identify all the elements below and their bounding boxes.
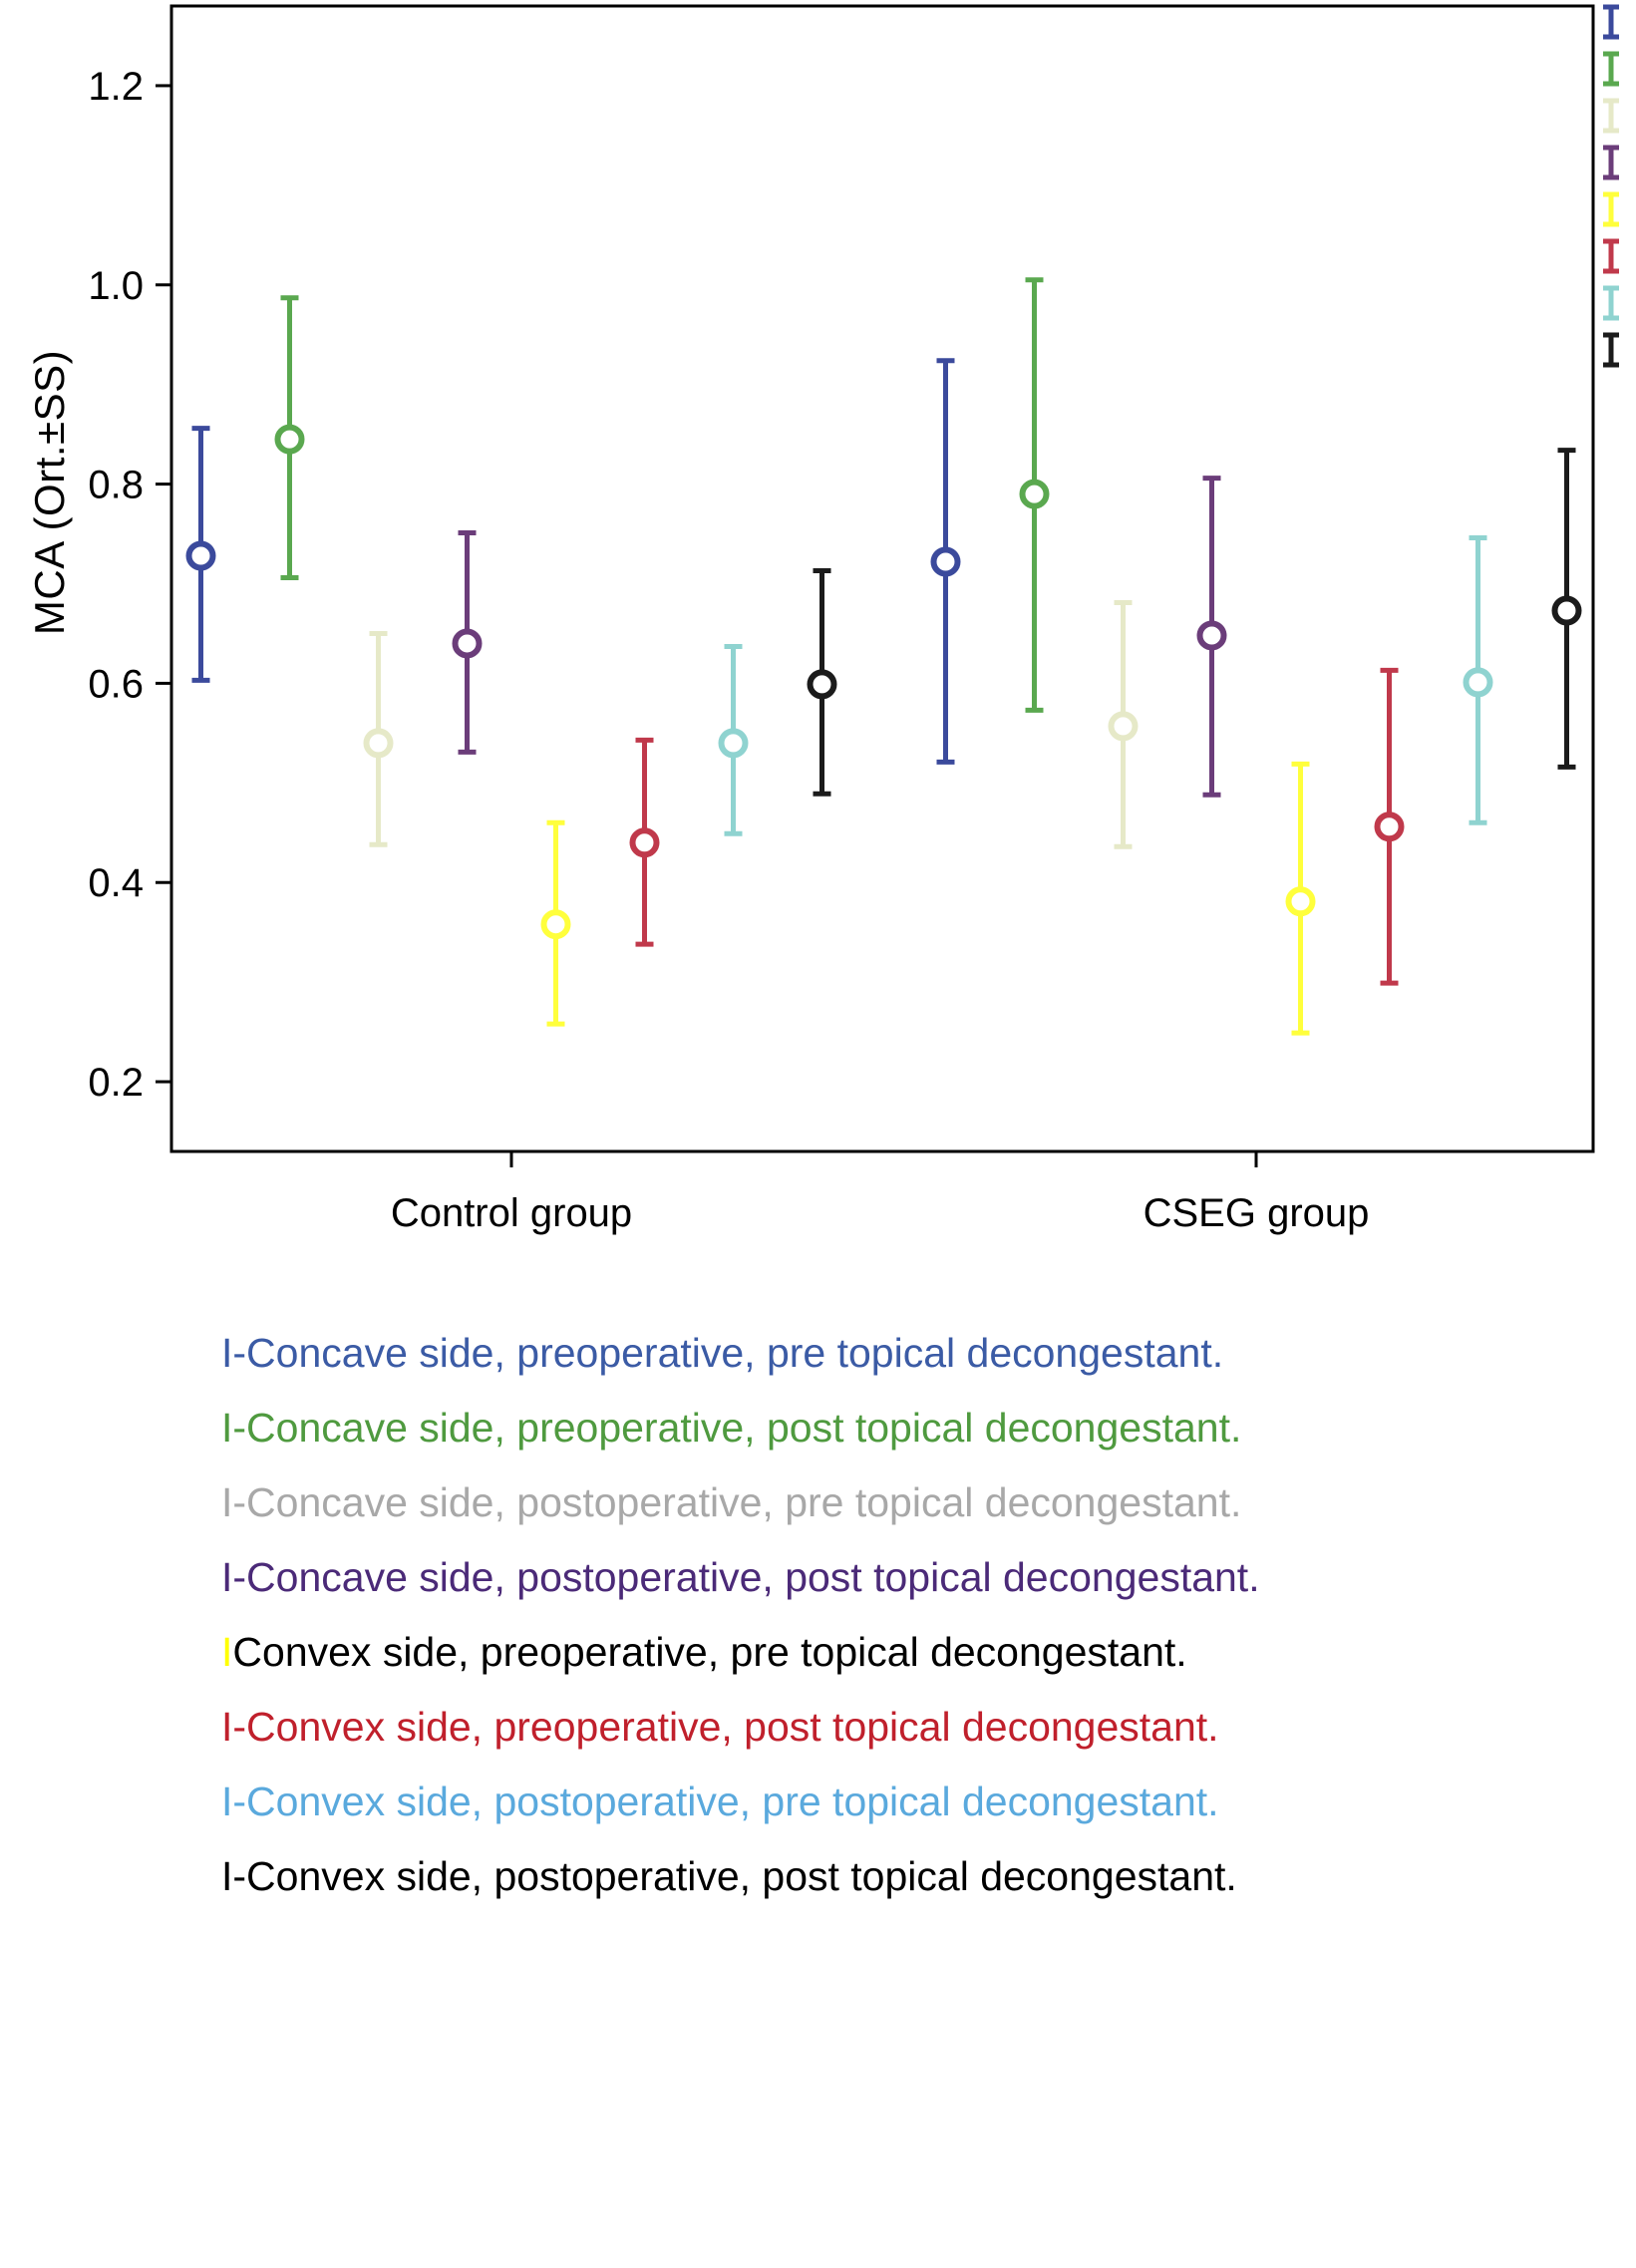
y-tick-label: 0.4 xyxy=(88,861,144,906)
plot-frame xyxy=(171,6,1593,1151)
legend-item-label: -Concave side, preoperative, post topical decongestant. xyxy=(232,1405,1242,1451)
legend-marker-icon: I xyxy=(221,1330,233,1376)
y-tick-label: 0.8 xyxy=(88,463,144,507)
legend-item xyxy=(221,1690,1517,1765)
y-axis-label: MCA (Ort.±SS) xyxy=(26,349,73,636)
y-tick-label: 0.6 xyxy=(88,662,144,707)
legend-key-mark xyxy=(1603,7,1619,37)
legend-item xyxy=(221,1765,1517,1839)
legend-key-mark xyxy=(1603,54,1619,84)
legend-key-mark xyxy=(1603,194,1619,224)
legend-key-mark xyxy=(1603,241,1619,271)
legend-key-mark xyxy=(1603,288,1619,318)
legend-key-mark xyxy=(1603,101,1619,131)
legend-marker-icon: I xyxy=(221,1554,233,1600)
legend-item-label: -Concave side, preoperative, pre topical decongestant. xyxy=(232,1330,1224,1376)
x-tick-label: CSEG group xyxy=(1143,1191,1370,1235)
legend-item xyxy=(221,1465,1517,1540)
legend-key-mark xyxy=(1603,148,1619,177)
legend-key-mark xyxy=(1603,335,1619,365)
y-tick-label: 1.0 xyxy=(88,263,144,308)
legend-marker-icon: I xyxy=(221,1405,233,1451)
legend-item xyxy=(221,1615,1517,1690)
legend-item xyxy=(221,1540,1517,1615)
chart-legend xyxy=(221,1316,1517,1914)
legend-item-label: -Concave side, postoperative, pre topical decongestant. xyxy=(232,1479,1242,1525)
legend-marker-icon: I xyxy=(221,1853,233,1899)
legend-item-label: -Convex side, preoperative, post topical decongestant. xyxy=(232,1704,1219,1750)
legend-item-label: -Convex side, postoperative, post topical decongestant. xyxy=(232,1853,1237,1899)
y-tick-label: 1.2 xyxy=(88,64,144,109)
legend-item-label: -Convex side, postoperative, pre topical decongestant. xyxy=(232,1779,1219,1824)
legend-marker-icon: I xyxy=(221,1479,233,1525)
legend-item xyxy=(221,1839,1517,1914)
legend-marker-icon: I xyxy=(221,1704,233,1750)
legend-item xyxy=(221,1391,1517,1465)
legend-marker-icon: I xyxy=(221,1779,233,1824)
y-tick-label: 0.2 xyxy=(88,1061,144,1106)
legend-item-label: Convex side, preoperative, pre topical decongestant. xyxy=(232,1629,1187,1675)
legend-marker-icon: I xyxy=(221,1629,233,1675)
legend-item-label: -Concave side, postoperative, post topical decongestant. xyxy=(232,1554,1260,1600)
legend-item xyxy=(221,1316,1517,1391)
x-tick-label: Control group xyxy=(390,1191,633,1235)
